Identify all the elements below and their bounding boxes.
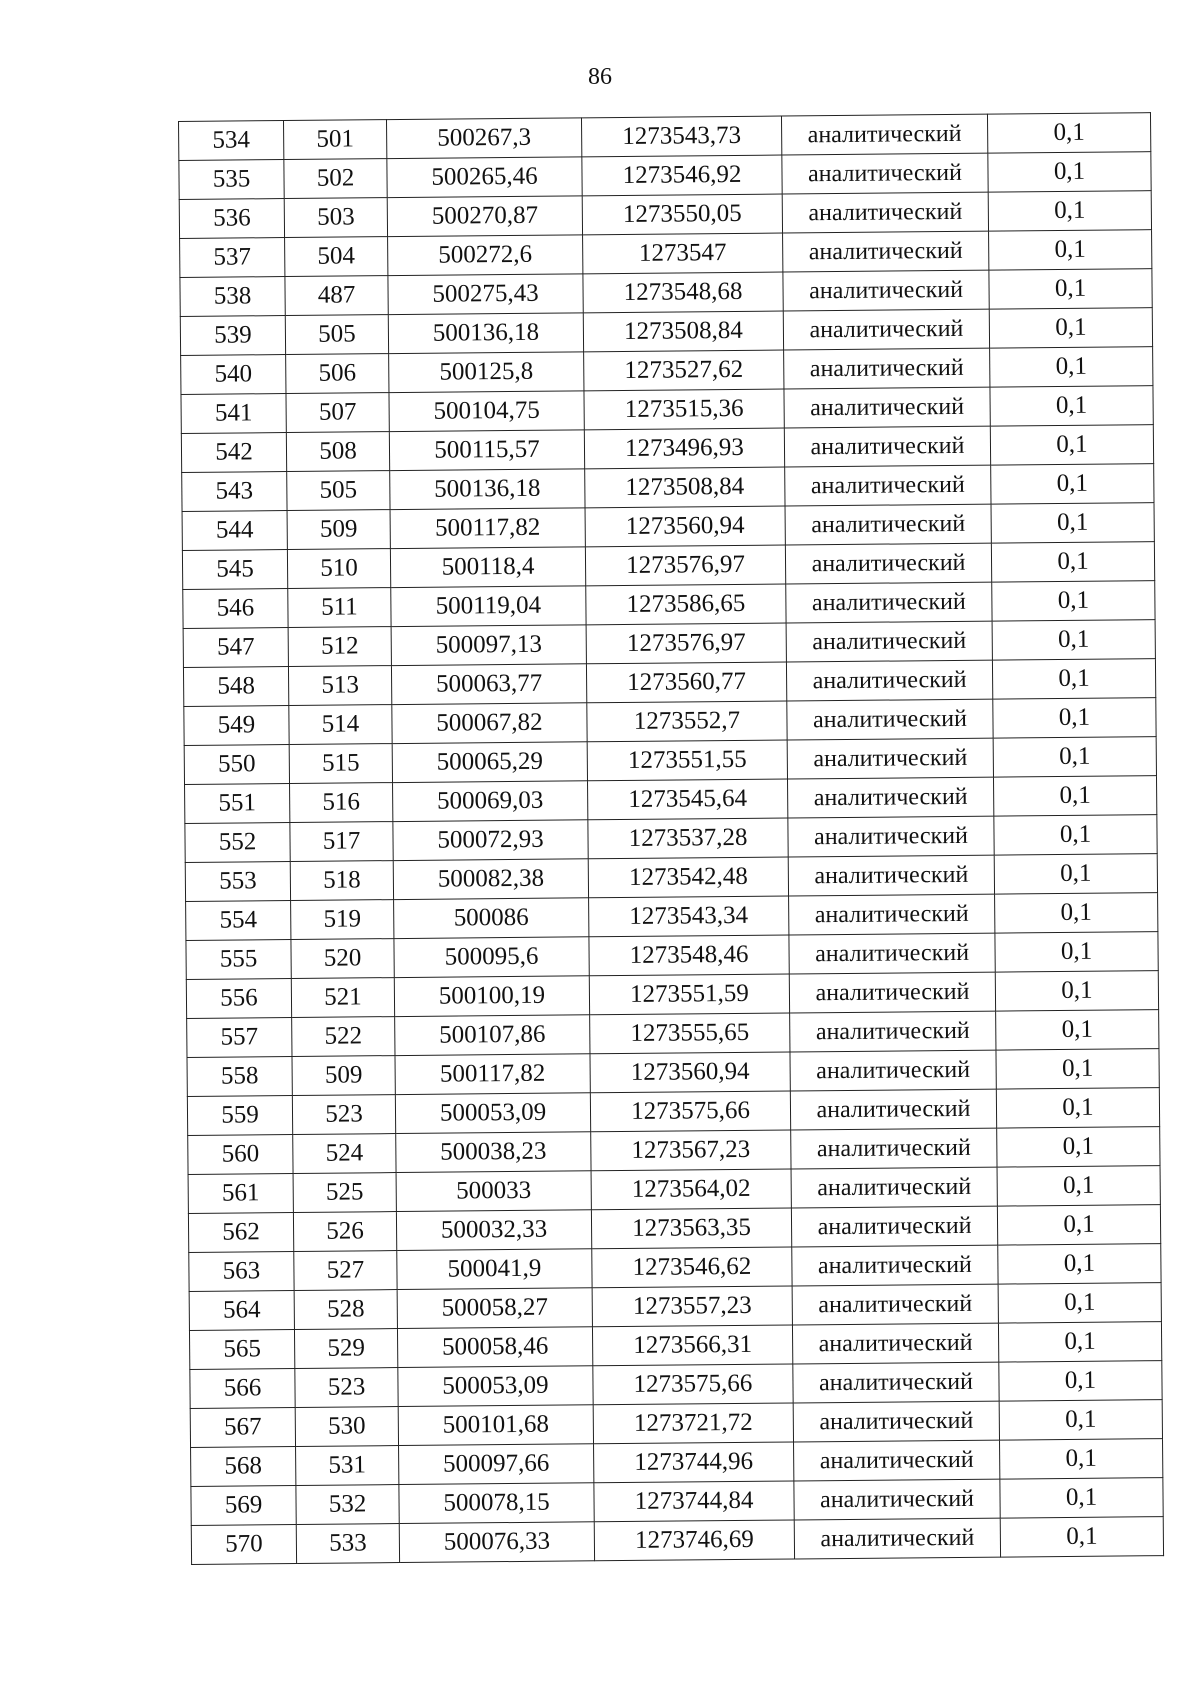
cell-point-number: 565 bbox=[189, 1329, 294, 1369]
cell-method: аналитический bbox=[791, 1128, 997, 1169]
cell-point-id: 518 bbox=[290, 861, 393, 901]
cell-method: аналитический bbox=[785, 465, 991, 506]
cell-coord-x: 500072,93 bbox=[393, 820, 588, 861]
cell-coord-x: 500104,75 bbox=[389, 391, 584, 432]
cell-coord-y: 1273746,69 bbox=[594, 1520, 794, 1561]
cell-point-number: 547 bbox=[183, 628, 288, 668]
cell-point-number: 546 bbox=[183, 589, 288, 629]
cell-point-number: 559 bbox=[187, 1096, 292, 1136]
cell-method: аналитический bbox=[790, 1011, 996, 1052]
cell-method: аналитический bbox=[793, 1401, 999, 1442]
cell-point-id: 523 bbox=[295, 1368, 398, 1408]
cell-coord-x: 500101,68 bbox=[398, 1405, 593, 1446]
cell-coord-x: 500100,19 bbox=[394, 976, 589, 1017]
cell-point-number: 553 bbox=[185, 862, 290, 902]
cell-point-id: 501 bbox=[284, 120, 387, 160]
cell-coord-x: 500033 bbox=[396, 1171, 591, 1212]
cell-point-id: 487 bbox=[285, 276, 388, 316]
cell-point-id: 522 bbox=[292, 1017, 395, 1057]
cell-method: аналитический bbox=[782, 192, 988, 233]
cell-method: аналитический bbox=[781, 114, 987, 155]
cell-point-number: 542 bbox=[181, 433, 286, 473]
cell-accuracy: 0,1 bbox=[987, 113, 1150, 153]
cell-coord-y: 1273543,73 bbox=[581, 116, 781, 157]
cell-point-id: 504 bbox=[285, 237, 388, 277]
cell-point-number: 560 bbox=[188, 1135, 293, 1175]
cell-coord-x: 500118,4 bbox=[390, 547, 585, 588]
cell-accuracy: 0,1 bbox=[1000, 1517, 1163, 1557]
cell-coord-y: 1273721,72 bbox=[593, 1403, 793, 1444]
cell-coord-y: 1273557,23 bbox=[592, 1286, 792, 1327]
cell-accuracy: 0,1 bbox=[992, 581, 1155, 621]
cell-coord-x: 500095,6 bbox=[394, 937, 589, 978]
cell-method: аналитический bbox=[787, 777, 993, 818]
cell-coord-x: 500115,57 bbox=[389, 430, 584, 471]
cell-coord-x: 500063,77 bbox=[391, 664, 586, 705]
cell-coord-x: 500275,43 bbox=[388, 274, 583, 315]
cell-point-number: 536 bbox=[179, 199, 284, 239]
cell-point-number: 562 bbox=[188, 1212, 293, 1252]
cell-method: аналитический bbox=[791, 1206, 997, 1247]
cell-point-id: 530 bbox=[295, 1407, 398, 1447]
cell-accuracy: 0,1 bbox=[997, 1127, 1160, 1167]
cell-point-id: 526 bbox=[293, 1212, 396, 1252]
cell-coord-x: 500058,27 bbox=[397, 1288, 592, 1329]
cell-point-id: 524 bbox=[293, 1134, 396, 1174]
cell-coord-y: 1273564,02 bbox=[591, 1169, 791, 1210]
cell-coord-y: 1273547 bbox=[583, 233, 783, 274]
cell-coord-x: 500086 bbox=[394, 898, 589, 939]
cell-accuracy: 0,1 bbox=[993, 776, 1156, 816]
cell-accuracy: 0,1 bbox=[998, 1283, 1161, 1323]
cell-point-id: 533 bbox=[296, 1524, 399, 1564]
cell-coord-y: 1273508,84 bbox=[583, 311, 783, 352]
cell-coord-y: 1273563,35 bbox=[591, 1208, 791, 1249]
cell-accuracy: 0,1 bbox=[992, 659, 1155, 699]
cell-point-id: 512 bbox=[288, 627, 391, 667]
cell-method: аналитический bbox=[792, 1323, 998, 1364]
cell-accuracy: 0,1 bbox=[993, 737, 1156, 777]
cell-method: аналитический bbox=[782, 153, 988, 194]
cell-coord-y: 1273552,7 bbox=[587, 701, 787, 742]
cell-method: аналитический bbox=[792, 1245, 998, 1286]
cell-coord-y: 1273508,84 bbox=[585, 467, 785, 508]
cell-method: аналитический bbox=[785, 504, 991, 545]
cell-point-number: 552 bbox=[185, 823, 290, 863]
cell-coord-x: 500058,46 bbox=[397, 1327, 592, 1368]
cell-accuracy: 0,1 bbox=[995, 971, 1158, 1011]
cell-method: аналитический bbox=[794, 1440, 1000, 1481]
cell-method: аналитический bbox=[788, 816, 994, 857]
cell-point-number: 537 bbox=[180, 238, 285, 278]
cell-accuracy: 0,1 bbox=[1000, 1478, 1163, 1518]
cell-accuracy: 0,1 bbox=[997, 1205, 1160, 1245]
cell-coord-x: 500076,33 bbox=[399, 1522, 594, 1563]
cell-coord-y: 1273575,66 bbox=[590, 1091, 790, 1132]
table-row bbox=[191, 1517, 1163, 1565]
cell-coord-y: 1273550,05 bbox=[582, 194, 782, 235]
cell-coord-x: 500270,87 bbox=[387, 196, 582, 237]
cell-point-id: 514 bbox=[289, 705, 392, 745]
cell-coord-y: 1273515,36 bbox=[584, 389, 784, 430]
cell-accuracy: 0,1 bbox=[989, 230, 1152, 270]
cell-accuracy: 0,1 bbox=[1000, 1439, 1163, 1479]
cell-method: аналитический bbox=[786, 582, 992, 623]
cell-accuracy: 0,1 bbox=[991, 503, 1154, 543]
cell-point-number: 539 bbox=[180, 316, 285, 356]
cell-coord-x: 500272,6 bbox=[388, 235, 583, 276]
cell-method: аналитический bbox=[794, 1518, 1000, 1559]
cell-coord-y: 1273567,23 bbox=[591, 1130, 791, 1171]
cell-point-id: 519 bbox=[291, 900, 394, 940]
cell-coord-y: 1273546,92 bbox=[582, 155, 782, 196]
cell-point-id: 531 bbox=[296, 1446, 399, 1486]
cell-point-id: 516 bbox=[290, 783, 393, 823]
cell-coord-y: 1273546,62 bbox=[592, 1247, 792, 1288]
cell-coord-x: 500125,8 bbox=[389, 352, 584, 393]
cell-accuracy: 0,1 bbox=[991, 464, 1154, 504]
cell-point-id: 513 bbox=[288, 666, 391, 706]
cell-coord-y: 1273551,59 bbox=[589, 974, 789, 1015]
cell-coord-y: 1273555,65 bbox=[590, 1013, 790, 1054]
cell-point-id: 529 bbox=[294, 1329, 397, 1369]
cell-coord-x: 500267,3 bbox=[386, 118, 581, 159]
cell-coord-x: 500097,66 bbox=[399, 1444, 594, 1485]
cell-point-number: 540 bbox=[181, 355, 286, 395]
cell-coord-x: 500107,86 bbox=[395, 1015, 590, 1056]
cell-method: аналитический bbox=[789, 972, 995, 1013]
cell-point-id: 511 bbox=[288, 588, 391, 628]
cell-method: аналитический bbox=[787, 699, 993, 740]
cell-coord-y: 1273560,94 bbox=[590, 1052, 790, 1093]
cell-coord-y: 1273560,94 bbox=[585, 506, 785, 547]
cell-point-id: 520 bbox=[291, 939, 394, 979]
cell-coord-y: 1273586,65 bbox=[586, 584, 786, 625]
cell-point-number: 550 bbox=[184, 745, 289, 785]
cell-coord-y: 1273566,31 bbox=[592, 1325, 792, 1366]
cell-accuracy: 0,1 bbox=[997, 1166, 1160, 1206]
cell-point-number: 570 bbox=[191, 1524, 296, 1564]
cell-point-number: 569 bbox=[191, 1485, 296, 1525]
cell-coord-y: 1273545,64 bbox=[588, 779, 788, 820]
cell-point-number: 556 bbox=[186, 979, 291, 1019]
cell-method: аналитический bbox=[789, 933, 995, 974]
cell-point-id: 502 bbox=[284, 159, 387, 199]
cell-method: аналитический bbox=[790, 1050, 996, 1091]
cell-method: аналитический bbox=[785, 543, 991, 584]
cell-method: аналитический bbox=[783, 270, 989, 311]
cell-point-number: 549 bbox=[184, 706, 289, 746]
cell-accuracy: 0,1 bbox=[995, 932, 1158, 972]
cell-coord-y: 1273548,46 bbox=[589, 935, 789, 976]
cell-point-id: 507 bbox=[286, 393, 389, 433]
cell-method: аналитический bbox=[793, 1362, 999, 1403]
cell-method: аналитический bbox=[788, 855, 994, 896]
cell-method: аналитический bbox=[786, 660, 992, 701]
cell-point-id: 509 bbox=[287, 510, 390, 550]
cell-coord-x: 500136,18 bbox=[390, 469, 585, 510]
cell-method: аналитический bbox=[787, 738, 993, 779]
cell-point-id: 523 bbox=[292, 1095, 395, 1135]
cell-point-id: 515 bbox=[289, 744, 392, 784]
cell-method: аналитический bbox=[791, 1167, 997, 1208]
cell-point-number: 561 bbox=[188, 1173, 293, 1213]
cell-accuracy: 0,1 bbox=[990, 425, 1153, 465]
cell-accuracy: 0,1 bbox=[996, 1010, 1159, 1050]
cell-accuracy: 0,1 bbox=[993, 698, 1156, 738]
cell-point-number: 535 bbox=[179, 160, 284, 200]
cell-coord-x: 500041,9 bbox=[397, 1249, 592, 1290]
cell-point-id: 528 bbox=[294, 1290, 397, 1330]
cell-accuracy: 0,1 bbox=[996, 1049, 1159, 1089]
cell-coord-y: 1273575,66 bbox=[593, 1364, 793, 1405]
cell-accuracy: 0,1 bbox=[991, 542, 1154, 582]
cell-point-id: 506 bbox=[286, 354, 389, 394]
cell-accuracy: 0,1 bbox=[988, 191, 1151, 231]
cell-coord-y: 1273551,55 bbox=[587, 740, 787, 781]
cell-coord-x: 500053,09 bbox=[398, 1366, 593, 1407]
cell-point-id: 517 bbox=[290, 822, 393, 862]
cell-point-number: 554 bbox=[186, 901, 291, 941]
cell-point-number: 558 bbox=[187, 1057, 292, 1097]
cell-accuracy: 0,1 bbox=[990, 347, 1153, 387]
cell-method: аналитический bbox=[789, 894, 995, 935]
cell-coord-x: 500136,18 bbox=[388, 313, 583, 354]
cell-point-id: 525 bbox=[293, 1173, 396, 1213]
cell-coord-x: 500069,03 bbox=[393, 781, 588, 822]
cell-accuracy: 0,1 bbox=[988, 152, 1151, 192]
cell-method: аналитический bbox=[786, 621, 992, 662]
cell-point-number: 541 bbox=[181, 394, 286, 434]
cell-point-number: 538 bbox=[180, 277, 285, 317]
cell-coord-x: 500067,82 bbox=[392, 703, 587, 744]
cell-coord-y: 1273576,97 bbox=[585, 545, 785, 586]
cell-accuracy: 0,1 bbox=[995, 893, 1158, 933]
cell-coord-x: 500032,33 bbox=[396, 1210, 591, 1251]
cell-point-number: 544 bbox=[182, 511, 287, 551]
cell-point-number: 551 bbox=[185, 784, 290, 824]
cell-point-id: 505 bbox=[285, 315, 388, 355]
cell-method: аналитический bbox=[792, 1284, 998, 1325]
cell-point-number: 555 bbox=[186, 940, 291, 980]
cell-coord-x: 500082,38 bbox=[393, 859, 588, 900]
cell-method: аналитический bbox=[783, 309, 989, 350]
cell-point-id: 532 bbox=[296, 1485, 399, 1525]
table-body bbox=[179, 113, 1164, 1565]
cell-coord-x: 500065,29 bbox=[392, 742, 587, 783]
cell-method: аналитический bbox=[783, 231, 989, 272]
cell-accuracy: 0,1 bbox=[992, 620, 1155, 660]
cell-coord-x: 500038,23 bbox=[396, 1132, 591, 1173]
cell-accuracy: 0,1 bbox=[998, 1322, 1161, 1362]
cell-accuracy: 0,1 bbox=[996, 1088, 1159, 1128]
cell-point-id: 509 bbox=[292, 1056, 395, 1096]
cell-coord-y: 1273542,48 bbox=[588, 857, 788, 898]
cell-method: аналитический bbox=[784, 387, 990, 428]
cell-coord-y: 1273537,28 bbox=[588, 818, 788, 859]
cell-coord-y: 1273496,93 bbox=[584, 428, 784, 469]
cell-point-number: 563 bbox=[189, 1251, 294, 1291]
cell-coord-x: 500117,82 bbox=[390, 508, 585, 549]
cell-accuracy: 0,1 bbox=[990, 386, 1153, 426]
cell-coord-y: 1273576,97 bbox=[586, 623, 786, 664]
cell-point-number: 534 bbox=[179, 121, 284, 161]
cell-point-id: 510 bbox=[287, 549, 390, 589]
cell-coord-y: 1273543,34 bbox=[589, 896, 789, 937]
cell-point-number: 543 bbox=[182, 472, 287, 512]
coordinates-table bbox=[178, 112, 1164, 1565]
page-number: 86 bbox=[588, 64, 612, 90]
cell-method: аналитический bbox=[784, 426, 990, 467]
cell-accuracy: 0,1 bbox=[998, 1244, 1161, 1284]
cell-coord-x: 500078,15 bbox=[399, 1483, 594, 1524]
cell-accuracy: 0,1 bbox=[999, 1361, 1162, 1401]
cell-coord-y: 1273548,68 bbox=[583, 272, 783, 313]
cell-coord-y: 1273527,62 bbox=[584, 350, 784, 391]
cell-point-number: 548 bbox=[183, 667, 288, 707]
cell-accuracy: 0,1 bbox=[994, 854, 1157, 894]
cell-point-id: 505 bbox=[287, 471, 390, 511]
cell-coord-y: 1273744,96 bbox=[594, 1442, 794, 1483]
cell-coord-x: 500265,46 bbox=[387, 157, 582, 198]
cell-method: аналитический bbox=[790, 1089, 996, 1130]
cell-accuracy: 0,1 bbox=[994, 815, 1157, 855]
cell-method: аналитический bbox=[784, 348, 990, 389]
cell-coord-x: 500053,09 bbox=[395, 1093, 590, 1134]
cell-point-number: 567 bbox=[190, 1407, 295, 1447]
cell-point-id: 508 bbox=[286, 432, 389, 472]
cell-coord-y: 1273560,77 bbox=[586, 662, 786, 703]
cell-point-id: 503 bbox=[284, 198, 387, 238]
cell-coord-x: 500097,13 bbox=[391, 625, 586, 666]
cell-accuracy: 0,1 bbox=[999, 1400, 1162, 1440]
cell-point-number: 566 bbox=[190, 1368, 295, 1408]
cell-coord-x: 500119,04 bbox=[391, 586, 586, 627]
cell-coord-x: 500117,82 bbox=[395, 1054, 590, 1095]
cell-point-id: 527 bbox=[294, 1251, 397, 1291]
cell-point-number: 564 bbox=[189, 1290, 294, 1330]
cell-point-id: 521 bbox=[291, 978, 394, 1018]
cell-point-number: 545 bbox=[182, 550, 287, 590]
cell-accuracy: 0,1 bbox=[989, 269, 1152, 309]
cell-method: аналитический bbox=[794, 1479, 1000, 1520]
cell-accuracy: 0,1 bbox=[989, 308, 1152, 348]
cell-coord-y: 1273744,84 bbox=[594, 1481, 794, 1522]
cell-point-number: 568 bbox=[191, 1446, 296, 1486]
cell-point-number: 557 bbox=[187, 1018, 292, 1058]
